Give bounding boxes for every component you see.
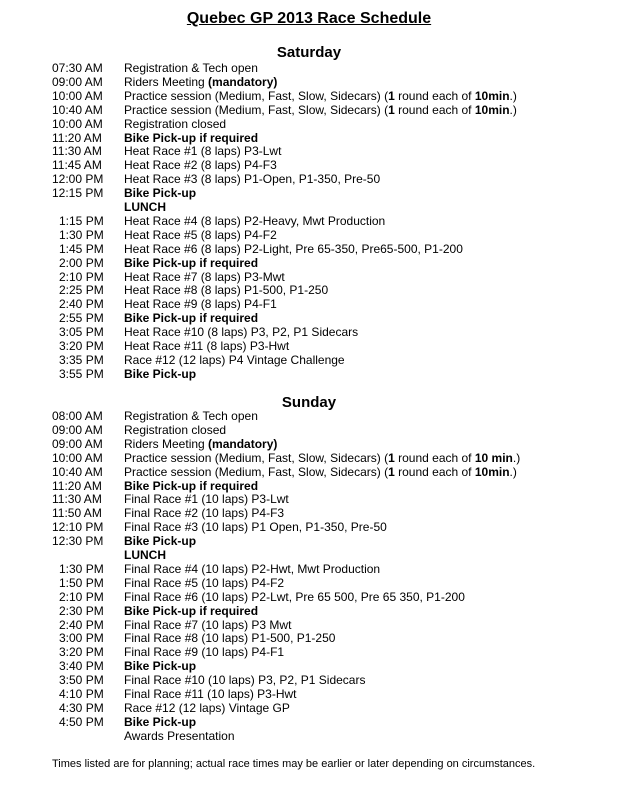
text: .) — [512, 450, 521, 465]
schedule-row — [0, 673, 618, 687]
bold-text: 10min — [474, 88, 510, 103]
schedule-row — [0, 520, 618, 534]
bold-text: Bike Pick-up if required — [124, 311, 259, 326]
schedule-description — [124, 562, 380, 576]
schedule-description — [124, 423, 226, 437]
schedule-row — [0, 270, 618, 284]
text: Final Race #10 (10 laps) P3, P2, P1 Sidecars — [124, 673, 366, 688]
text: Final Race #1 (10 laps) P3-Lwt — [124, 492, 289, 507]
schedule-description — [124, 534, 196, 548]
bold-text: Bike Pick-up — [124, 366, 197, 381]
text: Heat Race #2 (8 laps) P4-F3 — [124, 158, 277, 173]
schedule-description — [124, 548, 166, 562]
schedule-time: 1:30 PM — [59, 227, 104, 242]
schedule-description — [124, 715, 196, 729]
schedule-time: 11:20 AM — [52, 130, 102, 145]
schedule-description — [124, 61, 258, 75]
schedule-time: 3:20 PM — [59, 339, 104, 353]
schedule-time: 3:05 PM — [59, 325, 104, 340]
schedule-time: 4:50 PM — [59, 714, 104, 729]
schedule-description — [124, 409, 258, 423]
schedule-description — [124, 590, 465, 604]
schedule-time: 10:40 AM — [52, 464, 103, 479]
text: Heat Race #8 (8 laps) P1-500, P1-250 — [124, 283, 329, 298]
text: Race #12 (12 laps) P4 Vintage Challenge — [124, 352, 345, 367]
schedule-row — [0, 618, 618, 632]
schedule-row — [0, 367, 618, 381]
schedule-row — [0, 631, 618, 645]
schedule-time: 11:30 AM — [52, 144, 102, 159]
bold-text: 10 min — [474, 450, 513, 465]
schedule-row — [0, 492, 618, 506]
schedule-description — [124, 451, 520, 465]
text: Final Race #6 (10 laps) P2-Lwt, Pre 65 500, Pre 65 350, P1-200 — [124, 589, 465, 604]
bold-text: 1 — [388, 102, 395, 117]
bold-text: 10min — [474, 464, 510, 479]
schedule-time: 4:10 PM — [59, 687, 104, 701]
schedule-description — [124, 325, 358, 339]
bold-text: 1 — [388, 464, 395, 479]
schedule-row — [0, 172, 618, 186]
text: Final Race #5 (10 laps) P4-F2 — [124, 575, 285, 590]
text: Registration & Tech open — [124, 409, 258, 423]
schedule-description — [124, 131, 258, 145]
schedule-description — [124, 144, 281, 158]
schedule-row — [0, 158, 618, 172]
schedule-row — [0, 61, 618, 75]
text: Heat Race #5 (8 laps) P4-F2 — [124, 227, 277, 242]
schedule-row — [0, 242, 618, 256]
schedule-time: 12:00 PM — [52, 172, 104, 187]
schedule-description — [124, 659, 196, 673]
schedule-row — [0, 228, 618, 242]
schedule-row — [0, 144, 618, 158]
schedule-time: 2:30 PM — [59, 603, 104, 618]
schedule-time: 3:00 PM — [59, 631, 104, 646]
text: Heat Race #6 (8 laps) P2-Light, Pre 65-350, Pre65-500, P1-200 — [124, 241, 463, 256]
schedule-time: 09:00 AM — [52, 422, 103, 437]
text: round each of — [394, 464, 475, 479]
text: Registration closed — [124, 422, 227, 437]
schedule-description — [124, 75, 277, 89]
schedule-row — [0, 339, 618, 353]
schedule-row — [0, 701, 618, 715]
schedule-description — [124, 256, 258, 270]
schedule-row — [0, 75, 618, 89]
schedule-description — [124, 242, 463, 256]
schedule-time: 2:40 PM — [59, 297, 104, 312]
schedule-row — [0, 534, 618, 548]
text: Practice session (Medium, Fast, Slow, Sidecars) ( — [124, 450, 389, 465]
schedule-description — [124, 645, 284, 659]
text: Race #12 (12 laps) Vintage GP — [124, 700, 290, 715]
schedule-row — [0, 423, 618, 437]
schedule-time: 1:30 PM — [59, 561, 104, 576]
text: Heat Race #7 (8 laps) P3-Mwt — [124, 269, 285, 284]
schedule-time: 2:55 PM — [59, 311, 104, 326]
schedule-time: 3:40 PM — [59, 659, 104, 674]
schedule-row — [0, 659, 618, 673]
bold-text: LUNCH — [124, 200, 166, 214]
schedule-description — [124, 479, 258, 493]
schedule-description — [124, 339, 289, 353]
schedule-time: 3:55 PM — [59, 366, 104, 381]
schedule-description — [124, 673, 365, 687]
schedule-description — [124, 103, 517, 117]
schedule-time: 3:50 PM — [59, 673, 104, 688]
bold-text: (mandatory) — [208, 74, 278, 89]
schedule-time: 10:40 AM — [52, 102, 103, 117]
schedule-description — [124, 701, 290, 715]
schedule-description — [124, 631, 335, 645]
schedule-row — [0, 186, 618, 200]
text: Final Race #7 (10 laps) P3 Mwt — [124, 617, 292, 632]
schedule-row — [0, 311, 618, 325]
schedule-description — [124, 89, 517, 103]
text: Heat Race #3 (8 laps) P1-Open, P1-350, Pre-50 — [124, 172, 381, 187]
text: Heat Race #4 (8 laps) P2-Heavy, Mwt Production — [124, 213, 386, 228]
schedule-time: 11:20 AM — [52, 478, 102, 493]
schedule-time: 2:40 PM — [59, 617, 104, 632]
schedule-row — [0, 325, 618, 339]
bold-text: Bike Pick-up if required — [124, 130, 259, 145]
schedule-row — [0, 576, 618, 590]
schedule-description — [124, 200, 166, 214]
schedule-time: 1:50 PM — [59, 575, 104, 590]
schedule-description — [124, 353, 345, 367]
schedule-time: 2:00 PM — [59, 255, 104, 270]
schedule-time: 1:45 PM — [59, 241, 104, 256]
text: Awards Presentation — [124, 728, 235, 743]
text: Registration closed — [124, 116, 227, 131]
schedule-row — [0, 131, 618, 145]
schedule-description — [124, 172, 380, 186]
schedule-row — [0, 729, 618, 743]
schedule-row — [0, 353, 618, 367]
schedule-row — [0, 451, 618, 465]
schedule-description — [124, 158, 277, 172]
text: Final Race #4 (10 laps) P2-Hwt, Mwt Production — [124, 561, 381, 576]
footer-note: Times listed are for planning; actual race times may be earlier or later depending on circumstances. — [52, 758, 536, 770]
text: round each of — [394, 88, 475, 103]
text: Final Race #11 (10 laps) P3-Hwt — [124, 687, 297, 701]
schedule-description — [124, 214, 385, 228]
text: .) — [509, 102, 517, 117]
schedule-row — [0, 409, 618, 423]
schedule-description — [124, 687, 297, 701]
schedule-time: 12:10 PM — [52, 520, 104, 535]
text: Practice session (Medium, Fast, Slow, Sidecars) ( — [124, 464, 389, 479]
bold-text: LUNCH — [124, 548, 166, 562]
schedule-description — [124, 465, 517, 479]
text: Final Race #2 (10 laps) P4-F3 — [124, 506, 285, 521]
schedule-row — [0, 479, 618, 493]
schedule-row — [0, 604, 618, 618]
schedule-row — [0, 256, 618, 270]
bold-text: Bike Pick-up — [124, 714, 197, 729]
schedule-row — [0, 465, 618, 479]
bold-text: (mandatory) — [208, 436, 278, 451]
bold-text: 10min — [474, 102, 510, 117]
bold-text: Bike Pick-up — [124, 186, 197, 201]
schedule-time: 12:30 PM — [52, 534, 104, 549]
schedule-row — [0, 200, 618, 214]
text: Registration & Tech open — [124, 61, 258, 75]
schedule-description — [124, 576, 284, 590]
schedule-time: 2:10 PM — [59, 269, 104, 284]
schedule-description — [124, 729, 235, 743]
schedule-row — [0, 715, 618, 729]
text: Riders Meeting — [124, 436, 209, 451]
schedule-description — [124, 520, 387, 534]
schedule-description — [124, 270, 285, 284]
text: Final Race #8 (10 laps) P1-500, P1-250 — [124, 631, 336, 646]
schedule-description — [124, 437, 277, 451]
text: Heat Race #9 (8 laps) P4-F1 — [124, 297, 277, 312]
text: .) — [509, 464, 517, 479]
schedule-time: 2:10 PM — [59, 589, 104, 604]
schedule-row — [0, 562, 618, 576]
text: round each of — [394, 102, 475, 117]
text: Riders Meeting — [124, 74, 209, 89]
schedule-time: 3:20 PM — [59, 645, 104, 660]
schedule-time: 11:30 AM — [52, 492, 102, 507]
bold-text: 1 — [388, 88, 395, 103]
schedule-description — [124, 604, 258, 618]
schedule-time: 07:30 AM — [52, 61, 103, 75]
schedule-description — [124, 618, 291, 632]
schedule-row — [0, 506, 618, 520]
text: .) — [509, 88, 517, 103]
schedule-row — [0, 645, 618, 659]
text: Final Race #9 (10 laps) P4-F1 — [124, 645, 285, 660]
schedule-description — [124, 117, 226, 131]
text: Practice session (Medium, Fast, Slow, Sidecars) ( — [124, 88, 389, 103]
text: round each of — [394, 450, 475, 465]
schedule-time: 10:00 AM — [52, 116, 103, 131]
schedule-time: 1:15 PM — [59, 213, 104, 228]
text: Heat Race #11 (8 laps) P3-Hwt — [124, 339, 290, 353]
schedule-row — [0, 117, 618, 131]
schedule-row — [0, 214, 618, 228]
bold-text: Bike Pick-up if required — [124, 603, 259, 618]
schedule-time: 3:35 PM — [59, 352, 104, 367]
schedule-row — [0, 283, 618, 297]
schedule-description — [124, 297, 277, 311]
text: Practice session (Medium, Fast, Slow, Sidecars) ( — [124, 102, 389, 117]
schedule-description — [124, 367, 196, 381]
bold-text: 1 — [388, 450, 395, 465]
schedule-time: 11:45 AM — [52, 158, 102, 173]
text: Final Race #3 (10 laps) P1 Open, P1-350, Pre-50 — [124, 520, 387, 535]
schedule-time: 2:25 PM — [59, 283, 104, 298]
bold-text: Bike Pick-up if required — [124, 255, 259, 270]
schedule-row — [0, 103, 618, 117]
schedule-time: 4:30 PM — [59, 700, 104, 715]
schedule-description — [124, 492, 289, 506]
schedule-row — [0, 687, 618, 701]
schedule-time: 10:00 AM — [52, 88, 103, 103]
bold-text: Bike Pick-up — [124, 659, 197, 674]
text: Heat Race #1 (8 laps) P3-Lwt — [124, 144, 282, 159]
schedule-description — [124, 283, 328, 297]
bold-text: Bike Pick-up if required — [124, 478, 259, 493]
page-title: Quebec GP 2013 Race Schedule — [186, 10, 432, 27]
bold-text: Bike Pick-up — [124, 534, 197, 549]
schedule-row — [0, 437, 618, 451]
schedule-time: 11:50 AM — [52, 506, 102, 521]
schedule-description — [124, 186, 196, 200]
schedule-time: 12:15 PM — [52, 186, 104, 201]
schedule-description — [124, 311, 258, 325]
text: Heat Race #10 (8 laps) P3, P2, P1 Sidecars — [124, 325, 359, 340]
schedule-row — [0, 590, 618, 604]
schedule-description — [124, 506, 284, 520]
schedule-row — [0, 548, 618, 562]
schedule-time: 08:00 AM — [52, 409, 103, 423]
schedule-time: 09:00 AM — [52, 436, 103, 451]
schedule-row — [0, 89, 618, 103]
day-heading-sunday: Sunday — [281, 394, 337, 411]
schedule-description — [124, 228, 277, 242]
day-heading-saturday: Saturday — [276, 44, 342, 61]
schedule-row — [0, 297, 618, 311]
schedule-time: 09:00 AM — [52, 74, 103, 89]
schedule-time: 10:00 AM — [52, 450, 103, 465]
